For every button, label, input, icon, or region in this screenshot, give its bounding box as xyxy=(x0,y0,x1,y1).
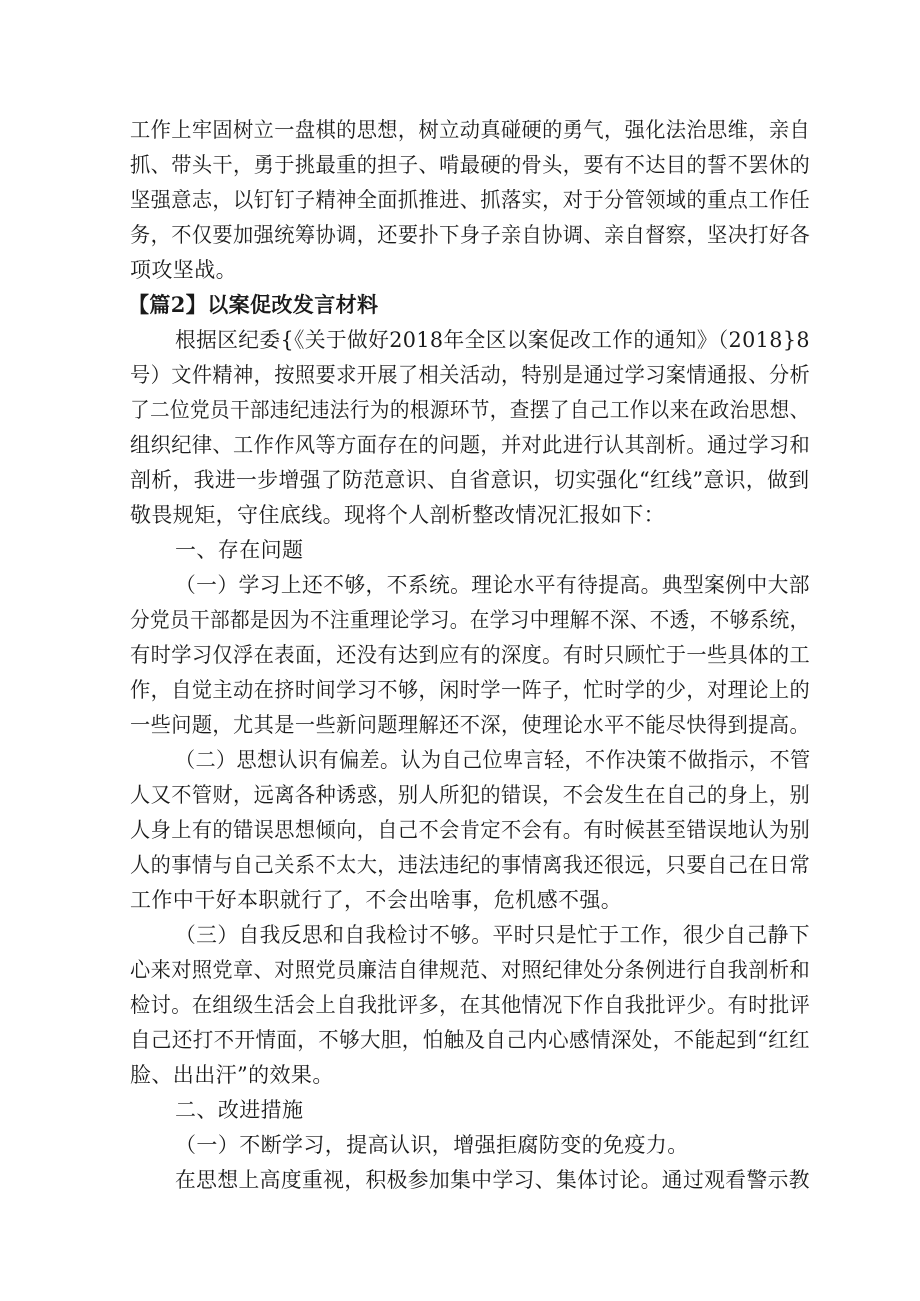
paragraph-line: 人的事情与自己关系不太大，违法违纪的事情离我还很远，只要自己在日常 xyxy=(130,853,811,877)
paragraph-line: 作，自觉主动在挤时间学习不够，闲时学一阵子，忙时学的少，对理论上的 xyxy=(130,678,811,702)
paragraph-line: （三）自我反思和自我检讨不够。平时只是忙于工作，很少自己静下 xyxy=(175,923,810,947)
paragraph-line: 脸、出出汗”的效果。 xyxy=(130,1063,334,1087)
paragraph-line: 有时学习仅浮在表面，还没有达到应有的深度。有时只顾忙于一些具体的工 xyxy=(130,643,811,667)
paragraph-line: 人又不管财，远离各种诱惑，别人所犯的错误，不会发生在自己的身上，别 xyxy=(130,783,811,807)
paragraph-line: 自己还打不开情面，不够大胆，怕触及自己内心感情深处，不能起到“红红 xyxy=(130,1028,810,1052)
paragraph-line: 务，不仅要加强统筹协调，还要扑下身子亲自协调、亲自督察，坚决打好各 xyxy=(130,223,811,247)
section-heading: 【篇2】以案促改发言材料 xyxy=(128,292,379,317)
paragraph-line: （一）不断学习，提高认识，增强拒腐防变的免疫力。 xyxy=(175,1133,689,1157)
paragraph-line: 抓、带头干，勇于挑最重的担子、啃最硬的骨头，要有不达目的誓不罢休的 xyxy=(130,153,811,177)
paragraph-line: 敬畏规矩，守住底线。现将个人剖析整改情况汇报如下： xyxy=(130,503,665,527)
paragraph-line: 人身上有的错误思想倾向，自己不会肯定不会有。有时候甚至错误地认为别 xyxy=(130,818,811,842)
paragraph-line: 工作中干好本职就行了，不会出啥事，危机感不强。 xyxy=(130,888,623,912)
paragraph-line: 剖析，我进一步增强了防范意识、自省意识，切实强化“红线”意识，做到 xyxy=(130,468,810,492)
paragraph-line: 检讨。在组级生活会上自我批评多，在其他情况下作自我批评少。有时批评 xyxy=(130,993,811,1017)
paragraph-line: 分党员干部都是因为不注重理论学习。在学习中理解不深、不透，不够系统， xyxy=(130,608,810,632)
paragraph-line: 在思想上高度重视，积极参加集中学习、集体讨论。通过观看警示教 xyxy=(175,1168,810,1192)
paragraph-line: （二）思想认识有偏差。认为自己位卑言轻，不作决策不做指示，不管 xyxy=(175,748,811,772)
paragraph-line: 组织纪律、工作作风等方面存在的问题，并对此进行认其剖析。通过学习和 xyxy=(130,433,811,457)
paragraph-line: 了二位党员干部违纪违法行为的根源环节，查摆了自己工作以来在政治思想、 xyxy=(130,398,810,422)
paragraph-line: 一些问题，尤其是一些新问题理解还不深，使理论水平不能尽快得到提高。 xyxy=(130,713,811,737)
paragraph-line: 号）文件精神，按照要求开展了相关活动，特别是通过学习案情通报、分析 xyxy=(130,363,811,387)
paragraph-line: 根据区纪委{《关于做好2018年全区以案促改工作的通知》（2018}8 xyxy=(175,328,810,352)
paragraph-line: 坚强意志，以钉钉子精神全面抓推进、抓落实，对于分管领域的重点工作任 xyxy=(130,188,811,212)
paragraph-line: 心来对照党章、对照党员廉洁自律规范、对照纪律处分条例进行自我剖析和 xyxy=(130,958,811,982)
paragraph-line: 项攻坚战。 xyxy=(130,258,237,282)
paragraph-line: （一）学习上还不够，不系统。理论水平有待提高。典型案例中大部 xyxy=(175,573,810,597)
paragraph-line: 工作上牢固树立一盘棋的思想，树立动真碰硬的勇气，强化法治思维，亲自 xyxy=(130,118,811,142)
subheading: 二、改进措施 xyxy=(175,1098,304,1122)
subheading: 一、存在问题 xyxy=(175,538,304,562)
